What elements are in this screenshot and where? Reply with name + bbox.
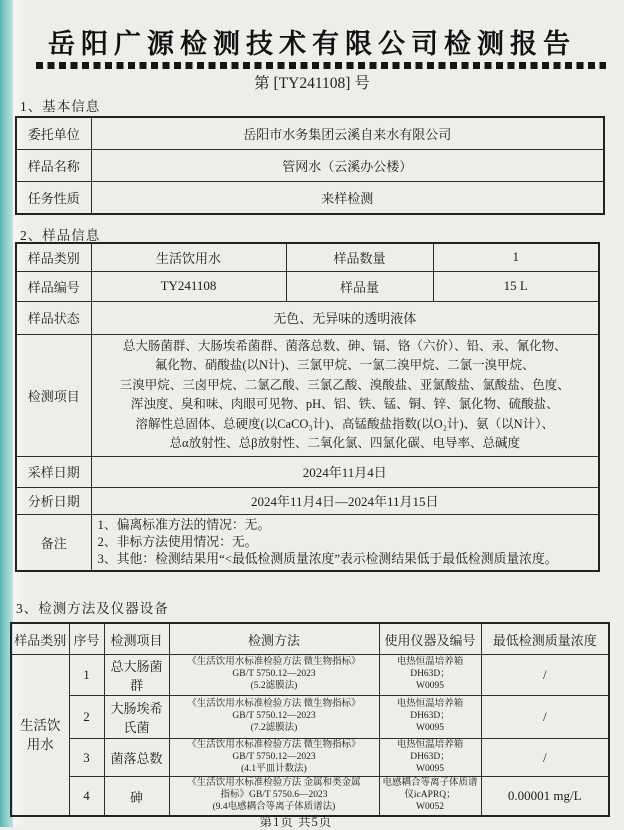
sampling-date-label: 采样日期: [16, 456, 91, 487]
table-row: [16, 334, 599, 456]
table-row: [16, 243, 599, 271]
instrument-line: W0095: [416, 722, 444, 733]
row-lod: /: [481, 655, 609, 696]
row-lod: /: [481, 739, 609, 777]
report-number: 第 [TY241108] 号: [254, 75, 370, 92]
methods-instruments-table: [10, 622, 610, 817]
test-items-value: [91, 334, 599, 456]
row-item: 菌落总数: [104, 739, 169, 777]
table-row: [11, 696, 609, 739]
instrument-line: DH63D；: [410, 751, 450, 762]
sample-name-label: 样品名称: [16, 150, 91, 182]
col-instrument: 使用仪器及编号: [379, 623, 481, 655]
remark-line: 3、其他：检测结果用“<最低检测质量浓度”表示检测结果低于最低检测质量浓度。: [97, 551, 558, 566]
sample-info-table: [15, 242, 600, 572]
basic-info-table: [15, 116, 605, 215]
table-row: [11, 739, 609, 777]
row-item: 总大肠菌群: [104, 655, 169, 696]
instrument-line: 电热恒温培养箱: [396, 740, 464, 750]
instrument-line: 仪icAPRQ；: [404, 790, 456, 801]
table-row: [16, 456, 599, 487]
row-lod: 0.00001 mg/L: [481, 777, 609, 816]
section1-heading: 1、基本信息: [20, 99, 101, 114]
sample-state-value: 无色、无异味的透明液体: [91, 301, 599, 334]
row-instrument: [379, 777, 481, 816]
table-row: [16, 271, 599, 301]
instrument-line: DH63D；: [410, 711, 450, 722]
row-no: 2: [69, 696, 104, 739]
col-lod: 最低检测质量浓度: [481, 623, 609, 655]
method-line: 指标》GB/T 5750.6—2023: [220, 790, 328, 801]
task-nature-label: 任务性质: [16, 182, 91, 215]
method-line: 《生活饮用水标准检验方法 微生物指标》: [187, 657, 361, 668]
method-line: 《生活饮用水标准检验方法 微生物指标》: [187, 740, 361, 750]
method-line: (9.4电感耦合等离子体质谱法): [212, 801, 336, 812]
row-instrument: [379, 739, 481, 777]
test-items-line: 三溴甲烷、三卤甲烷、二氯乙酸、三氯乙酸、溴酸盐、亚氯酸盐、氯酸盐、色度、: [119, 377, 570, 392]
row-method: [169, 739, 379, 777]
row-item: 大肠埃希氏菌: [104, 696, 169, 739]
instrument-line: 电热恒温培养箱: [396, 657, 464, 668]
method-line: 《生活饮用水标准检验方法 金属和类金属: [187, 778, 361, 789]
method-line: (5.2滤膜法): [250, 680, 298, 691]
table-row: [16, 117, 604, 150]
sample-category-cell: 生活饮用水: [11, 655, 69, 816]
method-line: GB/T 5750.12—2023: [232, 751, 316, 762]
test-items-line: 总α放射性、总β放射性、二氧化氯、四氯化碳、电导率、总碱度: [169, 436, 520, 450]
test-items-line: 浑浊度、臭和味、肉眼可见物、pH、铝、铁、锰、铜、锌、氯化物、硫酸盐、: [130, 397, 559, 411]
sample-category-value: 生活饮用水: [91, 243, 286, 271]
table-row: [11, 777, 609, 816]
row-method: [169, 655, 379, 696]
instrument-line: DH63D；: [410, 669, 450, 680]
remark-value: [91, 514, 599, 571]
remark-label: 备注: [16, 514, 91, 571]
sample-volume-value: 15 L: [433, 271, 599, 301]
table-header-row: [11, 623, 609, 655]
col-test-method: 检测方法: [169, 623, 379, 655]
method-line: (4.1平皿计数法): [241, 763, 307, 774]
sample-code-label: 样品编号: [16, 271, 91, 301]
table-row: [16, 182, 604, 215]
sample-category-label: 样品类别: [16, 243, 91, 271]
row-instrument: [379, 655, 481, 696]
sample-state-label: 样品状态: [16, 301, 91, 334]
table-row: [16, 487, 599, 514]
row-no: 4: [69, 777, 104, 816]
section2-heading: 2、样品信息: [20, 228, 101, 243]
dotted-divider: [36, 62, 606, 69]
sample-name-value: 管网水（云溪办公楼）: [91, 150, 604, 182]
test-items-line: 溶解性总固体、总硬度(以CaCO₃计)、高锰酸盐指数(以O₂计)、氨（以N计）、: [135, 416, 554, 431]
instrument-line: W0095: [416, 763, 444, 774]
method-line: 《生活饮用水标准检验方法 微生物指标》: [187, 699, 361, 710]
entrust-unit-value: 岳阳市水务集团云溪自来水有限公司: [91, 117, 604, 150]
instrument-line: 电热恒温培养箱: [396, 699, 464, 710]
test-items-label: 检测项目: [16, 334, 91, 456]
col-seq-no: 序号: [69, 623, 104, 655]
col-test-item: 检测项目: [104, 623, 169, 655]
analysis-date-label: 分析日期: [16, 487, 91, 514]
table-row: [16, 514, 599, 571]
instrument-line: W0095: [416, 680, 444, 691]
table-row: [11, 655, 609, 696]
row-instrument: [379, 696, 481, 739]
row-method: [169, 777, 379, 816]
method-line: (7.2滤膜法): [250, 722, 298, 733]
section3-heading: 3、检测方法及仪器设备: [16, 601, 169, 616]
sample-count-value: 1: [433, 243, 599, 271]
task-nature-value: 来样检测: [91, 182, 604, 215]
test-items-line: 总大肠菌群、大肠埃希菌群、菌落总数、砷、镉、铬（六价）、铅、汞、氰化物、: [122, 338, 567, 353]
entrust-unit-label: 委托单位: [16, 117, 91, 150]
row-method: [169, 696, 379, 739]
report-title: 岳阳广源检测技术有限公司检测报告: [48, 29, 576, 59]
method-line: GB/T 5750.12—2023: [232, 669, 316, 680]
sample-count-label: 样品数量: [286, 243, 433, 271]
table-row: [16, 301, 599, 334]
page-footer: 第1页 共5页: [259, 815, 333, 829]
table-row: [16, 150, 604, 182]
row-no: 1: [69, 655, 104, 696]
sample-code-value: TY241108: [91, 271, 286, 301]
row-lod: /: [481, 696, 609, 739]
analysis-date-value: 2024年11月4日—2024年11月15日: [91, 487, 599, 514]
col-sample-category: 样品类别: [11, 623, 69, 655]
row-item: 砷: [104, 777, 169, 816]
sample-volume-label: 样品量: [286, 271, 433, 301]
instrument-line: W0052: [416, 801, 444, 812]
remark-line: 2、非标方法使用情况：无。: [97, 534, 258, 549]
method-line: GB/T 5750.12—2023: [232, 711, 316, 722]
sampling-date-value: 2024年11月4日: [91, 456, 599, 487]
row-no: 3: [69, 739, 104, 777]
remark-line: 1、偏离标准方法的情况：无。: [97, 517, 271, 532]
instrument-line: 电感耦合等离子体质谱: [382, 778, 478, 789]
test-items-line: 氟化物、硝酸盐(以N计)、三氯甲烷、一氯二溴甲烷、二氯一溴甲烷、: [154, 358, 535, 372]
